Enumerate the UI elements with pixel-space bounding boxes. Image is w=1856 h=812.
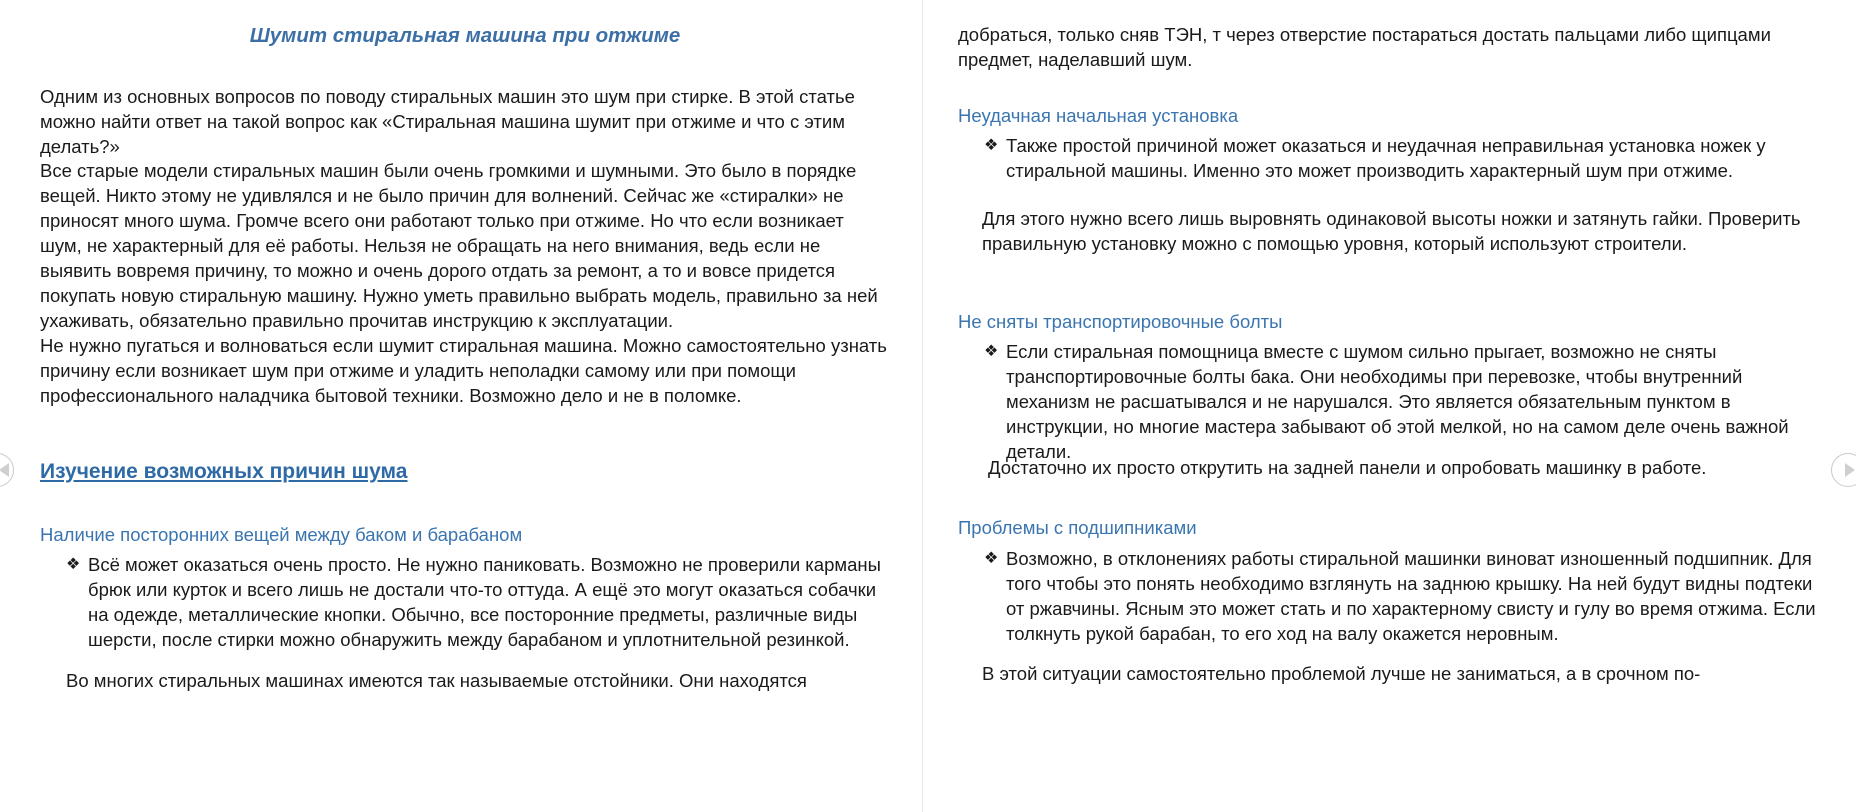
subheading-transport-bolts: Не сняты транспортировочные болты (958, 311, 1283, 332)
left-page (40, 0, 890, 812)
bullet-icon: ❖ (984, 137, 999, 154)
arrow-left-icon (0, 463, 9, 477)
right-page (958, 0, 1818, 812)
bullet-item (958, 339, 1818, 464)
continuation-paragraph: добраться, только сняв ТЭН, т через отверстие постараться достать пальцами либо щипцами предмет, наделавший шум. (958, 24, 1771, 70)
section-paragraph: Достаточно их просто открутить на задней панели и опробовать машинку в работе. (988, 457, 1707, 478)
nav-next-button[interactable] (1831, 453, 1856, 487)
subheading-installation: Неудачная начальная установка (958, 105, 1239, 126)
bullet-text: Возможно, в отклонениях работы стиральной машинки виноват изношенный подшипник. Для того чтобы это понять необходимо взглянуть на заднюю крышку. На ней будут видны подтеки от ржавчины. Ясным это может стать и по характерному свисту и гулу во время отжима. Если толкнуть рукой барабан, то его ход на валу окажется неровным. (1006, 548, 1816, 644)
subheading-bearings: Проблемы с подшипниками (958, 517, 1197, 538)
bullet-icon: ❖ (984, 343, 999, 360)
bullet-text: Если стиральная помощница вместе с шумом сильно прыгает, возможно не сняты транспортировочные болты бака. Они необходимы при перевозке, чтобы внутренний механизм не расшатывался и не нарушался. Это является обязательным пунктом в инструкции, но многие мастера забывают об этой мелкой, но на самом деле очень важной детали. (1006, 341, 1789, 462)
subheading-foreign-objects: Наличие посторонних вещей между баком и барабаном (40, 524, 523, 545)
section-heading-link[interactable]: Изучение возможных причин шума (40, 460, 408, 483)
bullet-item (40, 552, 890, 652)
bullet-text: Также простой причиной может оказаться и неудачная неправильная установка ножек у стиральной машины. Именно это может производить характерный шум при отжиме. (1006, 135, 1766, 181)
section-paragraph: В этой ситуации самостоятельно проблемой лучше не заниматься, а в срочном по- (982, 663, 1701, 684)
arrow-right-icon (1845, 463, 1855, 477)
page-divider (922, 0, 923, 812)
bullet-item (958, 133, 1818, 183)
document-title: Шумит стиральная машина при отжиме (249, 24, 681, 47)
intro-paragraph-2: Все старые модели стиральных машин были очень громкими и шумными. Это было в порядке вещей. Никто этому не удивлялся и не было причин для волнений. Сейчас же «стиралки» не приносят много шума. Громче всего они работают только при отжиме. Но что если возникает шум, не характерный для её работы. Нельзя не обращать на него внимания, ведь если не выявить вовремя причину, то можно и очень дорого отдать за ремонт, а то и вовсе придется покупать новую стиральную машину. Нужно уметь правильно выбрать модель, правильно за ней ухаживать, обязательно правильно прочитав инструкцию к эксплуатации. (40, 160, 878, 331)
trailing-paragraph: Во многих стиральных машинах имеются так называемые отстойники. Они находятся (66, 670, 807, 691)
nav-prev-button[interactable] (0, 453, 14, 487)
bullet-icon: ❖ (984, 550, 999, 567)
bullet-text: Всё может оказаться очень просто. Не нужно паниковать. Возможно не проверили карманы брюк или курток и всего лишь не достали что-то оттуда. А ещё это могут оказаться собачки на одежде, металлические кнопки. Обычно, все посторонние предметы, различные виды шерсти, после стирки можно обнаружить между барабаном и уплотнительной резинкой. (88, 554, 881, 650)
intro-paragraph-1: Одним из основных вопросов по поводу стиральных машин это шум при стирке. В этой статье можно найти ответ на такой вопрос как «Стиральная машина шумит при отжиме и что с этим делать?» (40, 86, 855, 157)
section-paragraph: Для этого нужно всего лишь выровнять одинаковой высоты ножки и затянуть гайки. Проверить правильную установку можно с помощью уровня, который используют строители. (982, 208, 1801, 254)
bullet-item (958, 546, 1818, 646)
intro-paragraph-3: Не нужно пугаться и волноваться если шумит стиральная машина. Можно самостоятельно узнать причину если возникает шум при отжиме и уладить неполадки самому или при помощи профессионального наладчика бытовой техники. Возможно дело и не в поломке. (40, 335, 887, 406)
bullet-icon: ❖ (66, 556, 81, 573)
